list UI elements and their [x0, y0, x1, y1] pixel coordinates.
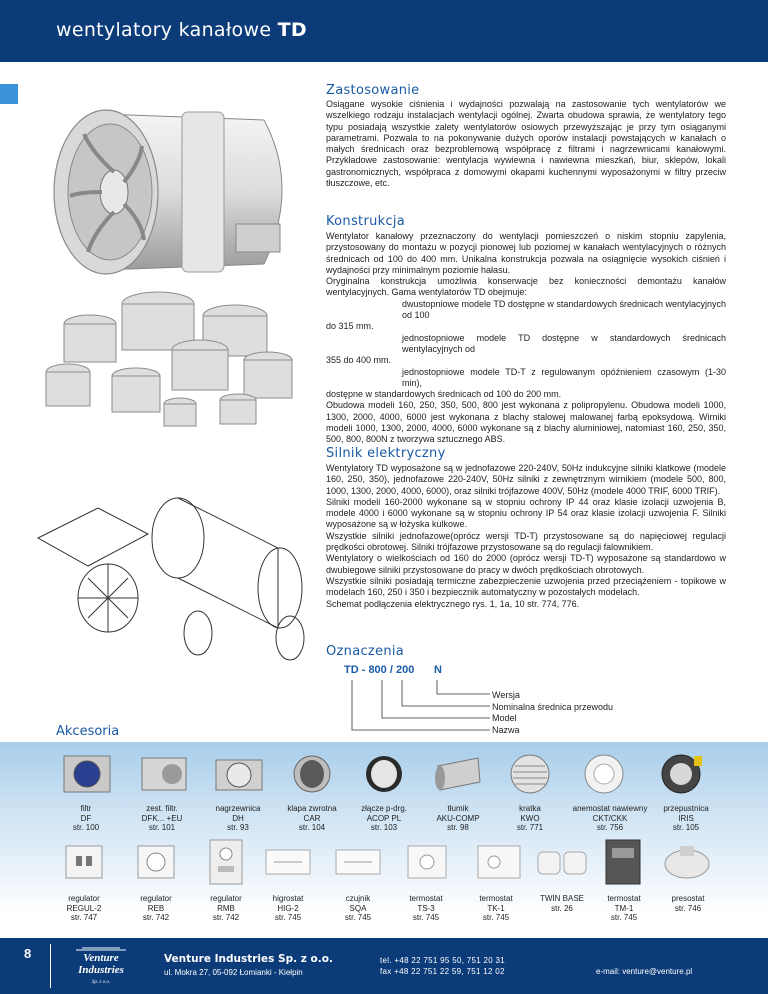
thermostat-tm1-thumbnail[interactable]	[600, 836, 646, 888]
accessory-name: czujnik	[345, 894, 371, 903]
accessory-model: AKU-COMP	[436, 813, 480, 823]
accessory-name: złącze p-drg.	[361, 804, 407, 813]
accessory-connector-acop[interactable]	[346, 804, 422, 833]
accessory-name: termostat	[409, 894, 443, 903]
accessory-name: przepustnica	[663, 804, 709, 813]
accessory-page: str. 745	[610, 913, 638, 922]
legend-item-model: Model	[492, 713, 517, 723]
accessory-page: str. 771	[516, 823, 544, 832]
accessory-regulator-regul[interactable]	[46, 894, 122, 923]
accessory-page: str. 26	[551, 903, 573, 913]
accessory-name: filtr	[80, 804, 92, 813]
section-title-oznaczenia: Oznaczenia	[326, 644, 405, 659]
konstrukcja-list-item: jednostopniowe modele TD dostępne w standardowych średnicach wentylacyjnych od	[402, 332, 726, 354]
accessory-name: higrostat	[272, 894, 304, 903]
header-title-light: wentylatory kanałowe	[56, 19, 272, 41]
silnik-text	[326, 463, 726, 610]
connector-acop-thumbnail[interactable]	[360, 752, 408, 796]
konstrukcja-list-item-cont: dostępne w standardowych średnicach od 100 do 200 mm.	[326, 389, 562, 400]
accessory-name: regulator	[210, 894, 242, 903]
silnik-paragraph: Wentylatory TD wyposażone są w jednofazowe 220-240V, 50Hz indukcyjne silniki klatkowe (modele 160, 250, 350), jednofazowe 220-240V, 50Hz silniki z zewnętrznym wirnikiem (modele 500, 800, 1000, 1300, 2000, 4000, 6000), oraz silniki trójfazowe 400V, 50Hz (modele 4000 TRIF, 6000 TRIF).	[326, 463, 726, 496]
regulator-rmb-thumbnail[interactable]	[204, 836, 248, 888]
accessory-silencer-aku[interactable]	[420, 804, 496, 833]
accessory-model: DF	[80, 813, 92, 823]
accessory-sensor-sqa[interactable]	[320, 894, 396, 923]
section-title-konstrukcja: Konstrukcja	[326, 214, 406, 229]
silencer-aku-thumbnail[interactable]	[432, 752, 486, 796]
designation-suffix: N	[434, 664, 442, 676]
logo-word-2: Industries	[78, 964, 124, 976]
section-title-silnik: Silnik elektryczny	[326, 446, 446, 461]
konstrukcja-paragraph: Obudowa modeli 160, 250, 350, 500, 800 jest wykonana z polipropylenu. Obudowa modeli 1000, 1300, 2000, 4000, 6000 jest wykonana z blachy stalowej malowanej farbą epoksydową. Wirniki modeli 1000, 1300, 2000, 4000, 6000 wykonane są z blachy aluminiowej, natomiast 160, 250, 350, 500, 800, 800N z tworzywa sztucznego ABS.	[326, 400, 726, 445]
diffuser-ckt-thumbnail[interactable]	[580, 752, 628, 796]
accessory-thermostat-tk1[interactable]	[458, 894, 534, 923]
page-number: 8	[24, 946, 32, 961]
accessory-page: str. 745	[412, 913, 440, 922]
header-title	[56, 19, 307, 41]
footer-company: Venture Industries Sp. z o.o.	[164, 953, 333, 965]
accessory-name: anemostat nawiewny	[572, 804, 648, 813]
accessory-name: regulator	[140, 894, 172, 903]
accessory-page: str. 745	[344, 913, 372, 922]
damper-iris-thumbnail[interactable]	[654, 752, 708, 796]
venture-logo	[68, 946, 134, 986]
legend-item-nazwa: Nazwa	[492, 724, 520, 735]
accessory-model: TS-3	[417, 903, 435, 913]
footer-email[interactable]: e-mail: venture@venture.pl	[596, 967, 693, 976]
konstrukcja-list-item: jednostopniowe modele TD-T z regulowanym opóźnieniem czasowym (1-30 min),	[402, 366, 726, 388]
silnik-paragraph: Schemat podłączenia elektrycznego rys. 1, 1a, 10 str. 774, 776.	[326, 598, 580, 609]
accessory-filter-set-dfk[interactable]	[124, 804, 200, 833]
accessory-model: DFK... +EU	[141, 813, 183, 823]
hygrostat-hig-thumbnail[interactable]	[262, 844, 314, 880]
thermostat-tk1-thumbnail[interactable]	[474, 842, 524, 882]
accessory-page: str. 101	[148, 823, 176, 832]
accessory-model: CKT/CKK	[592, 813, 628, 823]
footer-address: ul. Mokra 27, 05-092 Łomianki - Kiełpin	[164, 968, 303, 977]
accessory-name: TWIN BASE	[539, 894, 584, 903]
footer-phone[interactable]: tel. +48 22 751 95 50, 751 20 31	[380, 956, 506, 965]
accessory-model: KWO	[520, 813, 540, 823]
accessory-model: SQA	[349, 903, 367, 913]
accessory-name: klapa zwrotna	[287, 804, 337, 813]
accessory-page: str. 100	[72, 823, 100, 832]
accessory-model: TK-1	[487, 903, 505, 913]
logo-word-1: Venture	[83, 952, 119, 964]
page-header	[0, 0, 768, 62]
side-marker	[0, 84, 18, 104]
legend-item-srednica: Nominalna średnica przewodu	[492, 701, 614, 712]
accessory-page: str. 103	[370, 823, 398, 832]
konstrukcja-paragraph: Wentylator kanałowy przeznaczony do wentylacji pomieszczeń o niskim stopniu zapylenia, przystosowany do montażu w pozycji pionowej lub poziomej w kanałach wentylacyjnych o różnych średnicach od 100 do 400 mm. Unikalna konstrukcja pozwala na osiągnięcie wysokich ciśnień i wydajności przy minimalnym poziomie hałasu.	[326, 231, 726, 275]
accessory-page: str. 746	[674, 903, 702, 913]
accessory-page: str. 98	[447, 823, 469, 832]
logo-word-3: Sp. z o.o.	[91, 980, 111, 985]
silnik-paragraph: Wszystkie silniki posiadają termiczne zabezpieczenie uzwojenia przed przeciążeniem - topikowe w modelach 160, 250 i 350 i bezpiecznik automatyczny w pozostałych modelach.	[326, 575, 726, 598]
footer-divider	[50, 944, 51, 988]
filter-df-thumbnail[interactable]	[60, 752, 114, 796]
accessory-thermostat-ts3[interactable]	[388, 894, 464, 923]
accessory-name: kratka	[519, 804, 541, 813]
accessory-model: CAR	[303, 813, 321, 823]
konstrukcja-paragraph: Oryginalna konstrukcja umożliwia konserwacje bez konieczności demontażu kanałów wentylacyjnych. Gama wentylatorów TD obejmuje:	[326, 276, 726, 298]
check-damper-car-thumbnail[interactable]	[288, 752, 336, 796]
sensor-sqa-thumbnail[interactable]	[332, 844, 384, 880]
footer-fax: fax +48 22 751 22 59, 751 12 02	[380, 967, 505, 976]
konstrukcja-list-item-cont: do 315 mm.	[326, 321, 374, 332]
accessory-model: HIG-2	[277, 903, 299, 913]
legend-item-wersja: Wersja	[492, 690, 520, 700]
accessory-heater-dh[interactable]	[200, 804, 276, 833]
accessory-regulator-reb[interactable]	[118, 894, 194, 923]
accessory-page: str. 742	[212, 913, 240, 922]
accessory-page: str. 742	[142, 913, 170, 922]
accessory-page: str. 747	[70, 913, 98, 922]
designation-legend	[492, 690, 613, 736]
accessory-model: ACOP PL	[366, 813, 402, 823]
accessory-page: str. 745	[274, 913, 302, 922]
zastosowanie-text: Osiągane wysokie ciśnienia i wydajności pozwalają na zastosowanie tych wentylatorów we wszelkiego rodzaju instalacjach wentylacji ogólnej. Zwarta obudowa sprawia, że wentylatory tego typu posiadają wszystkie zalety wentylatorów osiowych przewyższając je przy tym osiąganymi parametrami. Pozwala to na pokonywanie dużych oporów instalacji powstających w kanałach o małych średnicach oraz bezproblemową współpracę z filtrami i nagrzewnicami kanałowymi. Przykładowe zastosowanie: wentylacja wywiewna i nawiewna mieszkań, biur, sklepów, lokali gastronomicznych, współpraca z domowymi okapami kuchennymi wyposażonymi w filtry przeciw tłuszczowe, etc.	[326, 99, 726, 189]
section-title-akcesoria: Akcesoria	[56, 724, 120, 739]
accessory-page: str. 745	[482, 913, 510, 922]
konstrukcja-list-item: dwustopniowe modele TD dostępne w standardowych średnicach wentylacyjnych od 100	[402, 298, 727, 321]
accessory-name: termostat	[479, 894, 513, 903]
accessory-grille-kwo[interactable]	[492, 804, 568, 833]
accessory-name: presostat	[671, 894, 705, 903]
designation-code: TD - 800 / 200	[344, 664, 415, 676]
accessory-name: nagrzewnica	[215, 804, 261, 813]
grille-kwo-thumbnail[interactable]	[506, 752, 554, 796]
accessory-hygrostat-hig[interactable]	[250, 894, 326, 923]
accessory-name: zest. filtr.	[146, 804, 178, 813]
accessory-model: IRIS	[678, 813, 694, 823]
accessory-filter-df[interactable]	[48, 804, 124, 833]
konstrukcja-list-item-cont: 355 do 400 mm.	[326, 355, 392, 366]
twin-base-thumbnail[interactable]	[534, 846, 590, 880]
silnik-paragraph: Wentylatory o wielkościach od 160 do 2000 (oprócz wersji TD-T) wyposażone są standardowo w dwubiegowe silniki przystosowane do pracy w dwóch prędkościach obrotowych.	[326, 553, 726, 575]
silnik-paragraph: Wszystkie silniki jednofazowe(oprócz wersji TD-T) przystosowane są do napięciowej regulacji prędkości obrotowej. Silniki trójfazowe przystosowane są do regulacji falownikiem.	[326, 530, 726, 553]
accessory-model: DH	[232, 813, 244, 823]
accessory-check-damper-car[interactable]	[274, 804, 350, 833]
accessory-model: REB	[147, 903, 165, 913]
accessory-page: str. 93	[227, 823, 249, 832]
pressostat-thumbnail[interactable]	[660, 842, 714, 882]
silnik-paragraph: Silniki modeli 160-2000 wykonane są w stopniu ochrony IP 44 oraz klasie izolacji uzwojenia B, modele 4000 i 6000 wykonane są w stopniu ochrony IP 54 oraz klasie izolacji uzwojenia F. Silniki wyposażone są w łożyska kulkowe.	[326, 496, 726, 530]
td-fan-image	[32, 92, 310, 292]
accessory-page: str. 756	[596, 823, 624, 832]
konstrukcja-text	[326, 231, 726, 446]
designation-leader-lines	[340, 676, 500, 748]
accessory-name: regulator	[68, 894, 100, 903]
header-title-bold: TD	[277, 19, 307, 41]
accessory-model: TM-1	[614, 903, 634, 913]
accessory-name: tłumik	[447, 804, 469, 813]
accessory-diffuser-ckt[interactable]	[562, 804, 658, 833]
accessory-page: str. 105	[672, 823, 700, 832]
regulator-reb-thumbnail[interactable]	[134, 842, 178, 882]
accessory-page: str. 104	[298, 823, 326, 832]
heater-dh-thumbnail[interactable]	[212, 752, 266, 796]
td-fan-family-image	[40, 286, 310, 434]
filter-set-dfk-thumbnail[interactable]	[136, 752, 190, 796]
exploded-view-drawing	[28, 478, 318, 668]
accessory-name: termostat	[607, 894, 641, 903]
accessory-damper-iris[interactable]	[648, 804, 724, 833]
regulator-regul-thumbnail[interactable]	[62, 842, 106, 882]
accessory-model: RMB	[217, 903, 235, 913]
thermostat-ts3-thumbnail[interactable]	[404, 842, 450, 882]
accessory-pressostat[interactable]	[650, 894, 726, 913]
accessory-model: REGUL-2	[66, 903, 102, 913]
section-title-zastosowanie: Zastosowanie	[326, 83, 420, 98]
